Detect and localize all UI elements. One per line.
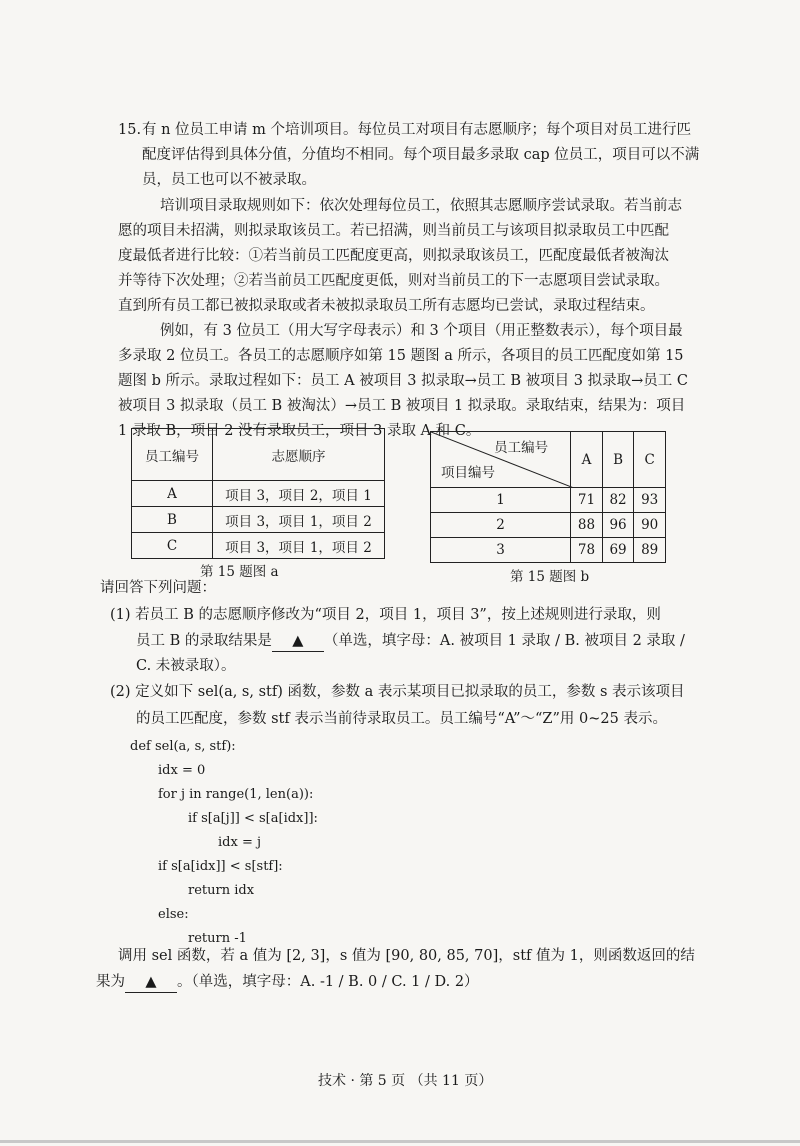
table-cell: 89 — [634, 538, 666, 563]
q2-call-options: 。（单选，填字母：A. -1 / B. 0 / C. 1 / D. 2） — [177, 974, 479, 990]
table-row — [132, 481, 385, 507]
q1-text: 员工 B 的录取结果是 — [136, 633, 272, 649]
table-row — [132, 507, 385, 533]
prompt-text: 请回答下列问题： — [100, 580, 216, 596]
table-row — [132, 533, 385, 559]
blank-triangle: ▲ — [145, 974, 157, 990]
rules-line-1: 培训项目录取规则如下：依次处理每位员工，依照其志愿顺序尝试录取。若当前志 — [160, 198, 682, 214]
code-line: if s[a[j]] < s[a[idx]]: — [188, 811, 318, 826]
table-cell: C — [132, 533, 213, 559]
code-line: else: — [158, 907, 189, 922]
example-line-2: 多录取 2 位员工。各员工的志愿顺序如第 15 题图 a 所示，各项目的员工匹配度如第 15 — [118, 348, 684, 364]
table-header: C — [634, 432, 666, 488]
diag-top-label: 员工编号 — [494, 440, 549, 456]
table-cell: 96 — [602, 513, 634, 538]
code-line: def sel(a, s, stf): — [130, 739, 236, 754]
table-row — [431, 432, 666, 488]
intro-line-1: 有 n 位员工申请 m 个培训项目。每位员工对项目有志愿顺序；每个项目对员工进行匹 — [142, 122, 692, 138]
page-footer: 技术 · 第 5 页 （共 11 页） — [318, 1073, 493, 1089]
table-cell: 90 — [634, 513, 666, 538]
table-header: 志愿顺序 — [213, 429, 385, 481]
table-header: B — [602, 432, 634, 488]
table-row — [132, 429, 385, 481]
rules-line-3: 度最低者进行比较：①若当前员工匹配度更高，则拟录取该员工，匹配度最低者被淘汰 — [118, 248, 669, 264]
table-cell: 71 — [571, 488, 603, 513]
rules-line-4: 并等待下次处理；②若当前员工匹配度更低，则对当前员工的下一志愿项目尝试录取。 — [118, 273, 669, 289]
table-row — [431, 488, 666, 513]
example-line-3: 题图 b 所示。录取过程如下：员工 A 被项目 3 拟录取→员工 B 被项目 3 拟录取→员工 C — [118, 373, 688, 389]
table-a — [131, 428, 385, 559]
answer-blank — [125, 972, 177, 993]
table-cell: 项目 3，项目 2，项目 1 — [213, 481, 385, 507]
code-line: idx = j — [218, 835, 261, 850]
diagonal-header — [431, 432, 571, 488]
code-line: return idx — [188, 883, 255, 898]
table-a-caption: 第 15 题图 a — [200, 564, 279, 580]
table-cell: 3 — [431, 538, 571, 563]
table-header: A — [571, 432, 603, 488]
table-header: 员工编号 — [132, 429, 213, 481]
example-line-4: 被项目 3 拟录取（员工 B 被淘汰）→员工 B 被项目 1 拟录取。录取结束，结果为：项目 — [118, 398, 686, 414]
table-cell: 78 — [571, 538, 603, 563]
table-cell: 项目 3，项目 1，项目 2 — [213, 507, 385, 533]
table-b-caption: 第 15 题图 b — [510, 569, 590, 585]
example-line-5: 1 录取 B，项目 2 没有录取员工，项目 3 录取 A 和 C。 — [118, 423, 481, 439]
answer-blank — [272, 631, 324, 652]
table-row — [431, 513, 666, 538]
code-line: if s[a[idx]] < s[stf]: — [158, 859, 283, 874]
q1-options: （单选，填字母：A. 被项目 1 录取 / B. 被项目 2 录取 / — [323, 633, 685, 649]
intro-line-2: 配度评估得到具体分值，分值均不相同。每个项目最多录取 cap 位员工，项目可以不满 — [142, 147, 700, 163]
q2-line-1: (2) 定义如下 sel(a, s, stf) 函数，参数 a 表示某项目已拟录取的员工，参数 s 表示该项目 — [110, 684, 685, 700]
table-cell: 项目 3，项目 1，项目 2 — [213, 533, 385, 559]
q2-call-text: 果为 — [96, 974, 125, 990]
table-cell: A — [132, 481, 213, 507]
q2-call-line-2 — [96, 972, 479, 993]
table-cell: B — [132, 507, 213, 533]
code-line: return -1 — [188, 931, 247, 946]
blank-triangle: ▲ — [292, 633, 304, 649]
example-line-1: 例如，有 3 位员工（用大写字母表示）和 3 个项目（用正整数表示），每个项目最 — [160, 323, 683, 339]
table-cell: 82 — [602, 488, 634, 513]
table-row — [431, 538, 666, 563]
rules-line-5: 直到所有员工都已被拟录取或者未被拟录取员工所有志愿均已尝试，录取过程结束。 — [118, 298, 655, 314]
rules-line-2: 愿的项目未招满，则拟录取该员工。若已招满，则当前员工与该项目拟录取员工中匹配 — [118, 223, 669, 239]
q1-line-2 — [136, 631, 685, 652]
code-line: for j in range(1, len(a)): — [158, 787, 314, 802]
q2-line-2: 的员工匹配度，参数 stf 表示当前待录取员工。员工编号“A”～“Z”用 0~25 表示。 — [136, 711, 667, 727]
intro-line-3: 员，员工也可以不被录取。 — [142, 172, 316, 188]
question-number: 15. — [118, 122, 142, 138]
code-line: idx = 0 — [158, 763, 206, 778]
q2-call-line-1: 调用 sel 函数，若 a 值为 [2, 3]，s 值为 [90, 80, 85, 70]，stf 值为 1，则函数返回的结 — [118, 948, 695, 964]
table-cell: 93 — [634, 488, 666, 513]
table-b — [430, 431, 666, 563]
table-cell: 1 — [431, 488, 571, 513]
table-cell: 69 — [602, 538, 634, 563]
table-cell: 2 — [431, 513, 571, 538]
page-edge — [0, 1140, 800, 1143]
diag-bottom-label: 项目编号 — [441, 465, 495, 481]
q1-line-1: (1) 若员工 B 的志愿顺序修改为“项目 2，项目 1，项目 3”，按上述规则进行录取，则 — [110, 607, 661, 623]
q1-line-3: C. 未被录取）。 — [136, 658, 236, 674]
table-cell: 88 — [571, 513, 603, 538]
